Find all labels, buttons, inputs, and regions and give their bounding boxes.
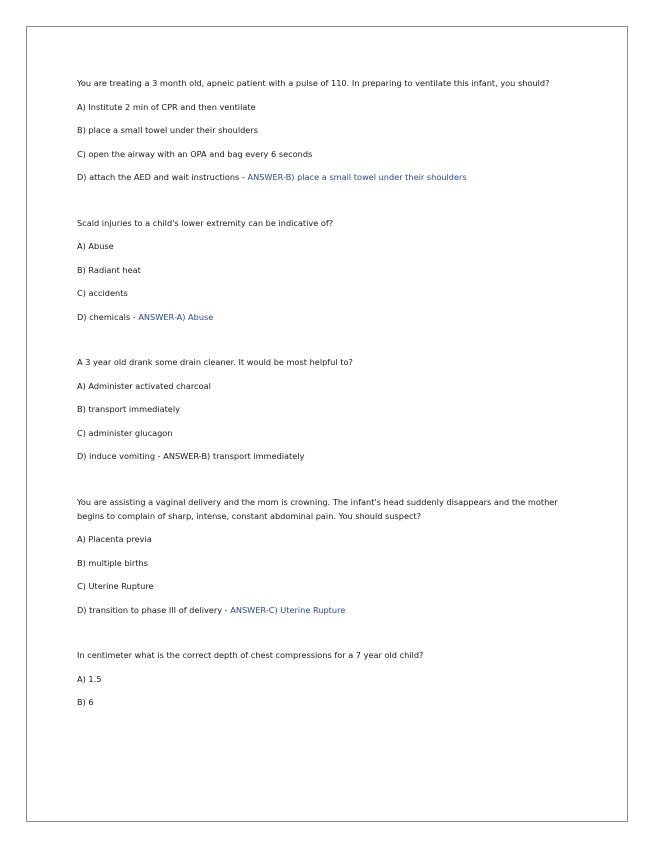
option-b: B) place a small towel under their shoulders — [77, 125, 258, 135]
answer-text: ANSWER-B) transport immediately — [163, 451, 305, 461]
question-text: A 3 year old drank some drain cleaner. It would be most helpful to? — [77, 357, 353, 367]
option-d-line — [77, 603, 587, 617]
option-b: B) transport immediately — [77, 404, 180, 414]
option-a: A) 1.5 — [77, 673, 102, 684]
option-d: D) induce vomiting - — [77, 451, 164, 461]
question-5 — [77, 648, 587, 709]
question-1 — [77, 76, 587, 184]
option-d: D) attach the AED and wait instructions - — [77, 172, 248, 182]
option-b: B) Radiant heat — [77, 264, 141, 275]
question-4 — [77, 495, 587, 617]
question-spacer — [77, 626, 587, 648]
option-a: A) Administer activated charcoal — [77, 380, 211, 391]
option-d-line — [77, 170, 587, 184]
option-c: C) open the airway with an OPA and bag every 6 seconds — [77, 148, 313, 159]
question-spacer — [77, 194, 587, 216]
option-d-line — [77, 449, 587, 463]
answer-text: ANSWER-C) Uterine Rupture — [230, 604, 346, 615]
question-text: Scald injuries to a child's lower extremity can be indicative of? — [77, 217, 334, 228]
option-b: B) multiple births — [77, 557, 148, 568]
question-3 — [77, 355, 587, 463]
document-page — [26, 26, 628, 822]
option-d-line — [77, 310, 587, 324]
answer-text: ANSWER-B) place a small towel under their shoulders — [247, 172, 467, 182]
question-text: You are assisting a vaginal delivery and the mom is crowning. The infant's head suddenly disappears and the mother begins to complain of sharp, intense, constant abdominal pain. You should suspect? — [77, 496, 558, 521]
answer-text: ANSWER-A) Abuse — [138, 311, 214, 322]
option-a: A) Abuse — [77, 241, 114, 251]
option-d: D) chemicals - — [77, 311, 139, 322]
document-content — [77, 76, 587, 719]
option-b: B) 6 — [77, 697, 94, 707]
question-spacer — [77, 333, 587, 355]
option-c: C) accidents — [77, 288, 128, 298]
option-c: C) administer glucagon — [77, 427, 173, 438]
option-a: A) Institute 2 min of CPR and then ventilate — [77, 101, 256, 112]
option-a: A) Placenta previa — [77, 534, 152, 544]
option-d: D) transition to phase III of delivery - — [77, 604, 231, 615]
question-spacer — [77, 473, 587, 495]
question-text: In centimeter what is the correct depth of chest compressions for a 7 year old child? — [77, 650, 424, 660]
option-c: C) Uterine Rupture — [77, 581, 154, 591]
question-text: You are treating a 3 month old, apneic patient with a pulse of 110. In preparing to ventilate this infant, you should? — [77, 78, 550, 88]
question-2 — [77, 216, 587, 324]
